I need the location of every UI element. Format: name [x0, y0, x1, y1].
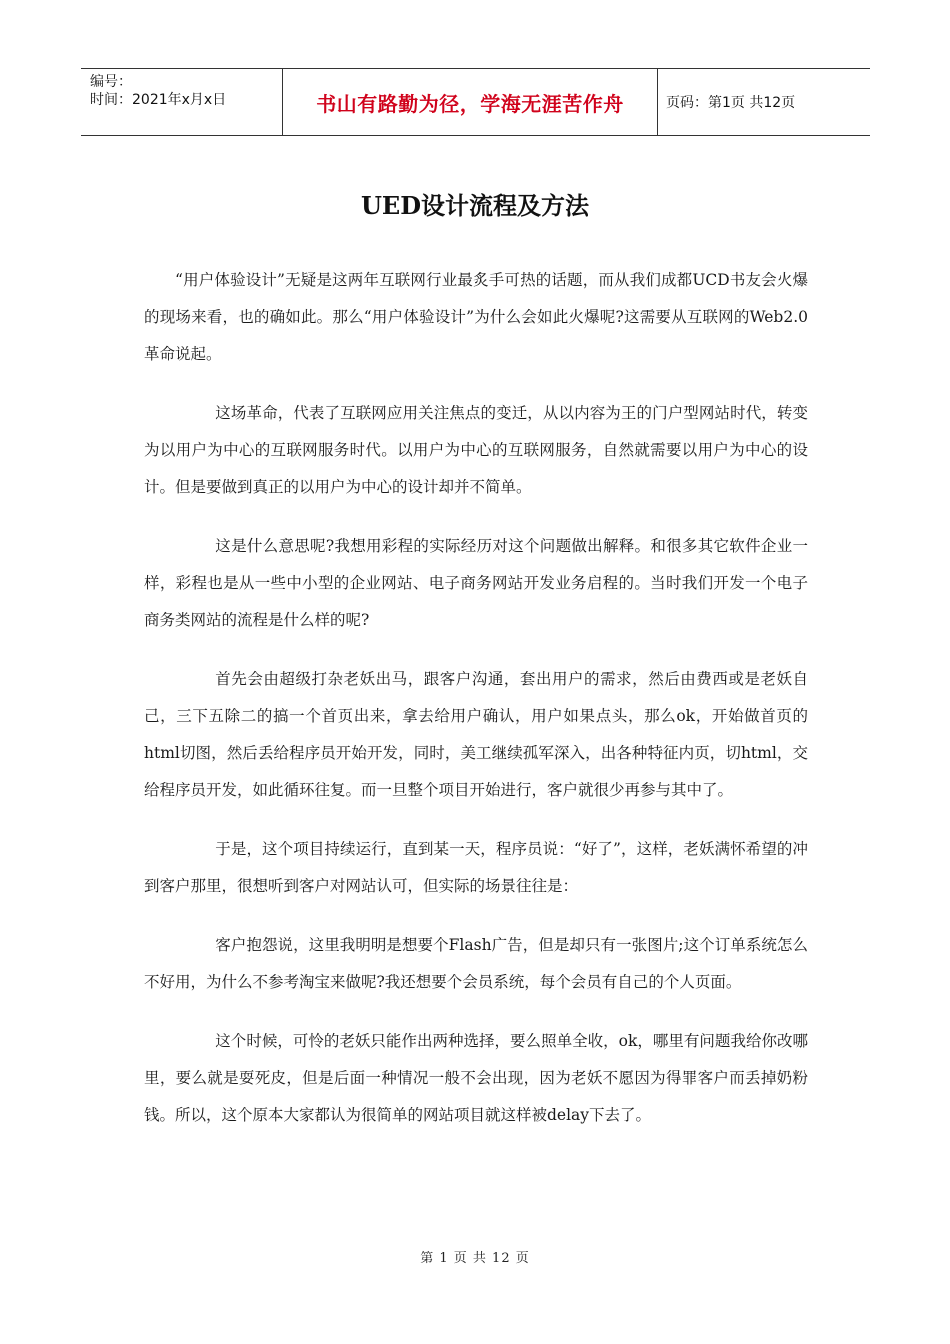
paragraph: 于是，这个项目持续运行，直到某一天，程序员说：“好了”，这样，老妖满怀希望的冲到客户那里，很想听到客户对网站认可，但实际的场景往往是：: [144, 840, 808, 895]
paragraph: 客户抱怨说，这里我明明是想要个Flash广告，但是却只有一张图片;这个订单系统怎么不好用，为什么不参考淘宝来做呢?我还想要个会员系统，每个会员有自己的个人页面。: [144, 936, 808, 991]
header-motto: 书山有路勤为径，学海无涯苦作舟: [282, 69, 658, 135]
paragraph: 这场革命，代表了互联网应用关注焦点的变迁，从以内容为王的门户型网站时代，转变为以用户为中心的互联网服务时代。以用户为中心的互联网服务，自然就需要以用户为中心的设计。但是要做到真正的以用户为中心的设计却并不简单。: [144, 404, 808, 496]
paragraph: “用户体验设计”无疑是这两年互联网行业最炙手可热的话题，而从我们成都UCD书友会火爆的现场来看，也的确如此。那么“用户体验设计”为什么会如此火爆呢?这需要从互联网的Web2.0革命说起。: [144, 271, 808, 363]
document-body: [144, 262, 808, 1156]
paragraph: 首先会由超级打杂老妖出马，跟客户沟通，套出用户的需求，然后由费西或是老妖自己，三下五除二的搞一个首页出来，拿去给用户确认，用户如果点头，那么ok，开始做首页的html切图，然后丢给程序员开始开发，同时，美工继续孤军深入，出各种特征内页，切html，交给程序员开发，如此循环往复。而一旦整个项目开始进行，客户就很少再参与其中了。: [144, 670, 808, 799]
header-page-info: 页码：第1页 共12页: [666, 95, 796, 111]
document-number-label: 编号：: [90, 74, 132, 90]
paragraph: 这是什么意思呢?我想用彩程的实际经历对这个问题做出解释。和很多其它软件企业一样，彩程也是从一些中小型的企业网站、电子商务网站开发业务启程的。当时我们开发一个电子商务类网站的流程是什么样的呢?: [144, 537, 808, 629]
page-footer: 第 1 页 共 12 页: [420, 1251, 530, 1266]
document-time-label: 时间：2021年x月x日: [90, 92, 227, 108]
document-title: UED设计流程及方法: [360, 191, 590, 220]
page-header: [81, 68, 870, 136]
paragraph: 这个时候，可怜的老妖只能作出两种选择，要么照单全收，ok，哪里有问题我给你改哪里，要么就是耍死皮，但是后面一种情况一般不会出现，因为老妖不愿因为得罪客户而丢掉奶粉钱。所以，这个原本大家都认为很简单的网站项目就这样被delay下去了。: [144, 1032, 808, 1124]
header-meta: [90, 73, 282, 109]
